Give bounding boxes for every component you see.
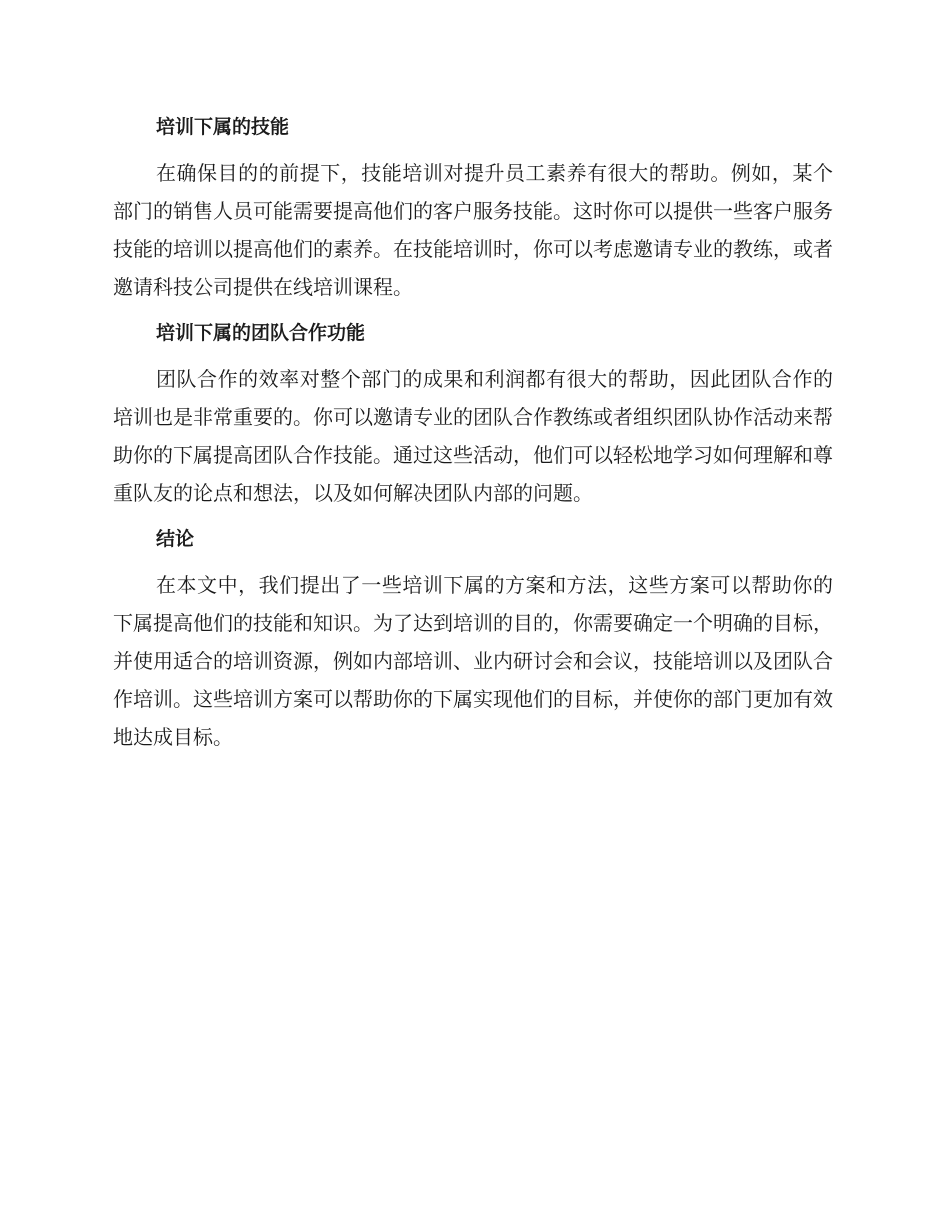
document-body bbox=[113, 108, 833, 764]
section-heading: 培训下属的团队合作功能 bbox=[156, 322, 366, 344]
section-heading: 培训下属的技能 bbox=[156, 116, 290, 138]
section-teamwork bbox=[113, 314, 833, 512]
section-paragraph: 在确保目的的前提下，技能培训对提升员工素养有很大的帮助。例如，某个部门的销售人员可能需要提高他们的客户服务技能。这时你可以提供一些客户服务技能的培训以提高他们的素养。在技能培训时，你可以考虑邀请专业的教练，或者邀请科技公司提供在线培训课程。 bbox=[113, 161, 833, 299]
section-heading: 结论 bbox=[156, 528, 195, 550]
section-paragraph: 团队合作的效率对整个部门的成果和利润都有很大的帮助，因此团队合作的培训也是非常重要的。你可以邀请专业的团队合作教练或者组织团队协作活动来帮助你的下属提高团队合作技能。通过这些活动，他们可以轻松地学习如何理解和尊重队友的论点和想法，以及如何解决团队内部的问题。 bbox=[113, 367, 833, 505]
section-conclusion bbox=[113, 520, 833, 756]
section-skills bbox=[113, 108, 833, 306]
section-paragraph: 在本文中，我们提出了一些培训下属的方案和方法，这些方案可以帮助你的下属提高他们的技能和知识。为了达到培训的目的，你需要确定一个明确的目标，并使用适合的培训资源，例如内部培训、业内研讨会和会议，技能培训以及团队合作培训。这些培训方案可以帮助你的下属实现他们的目标，并使你的部门更加有效地达成目标。 bbox=[113, 573, 833, 749]
